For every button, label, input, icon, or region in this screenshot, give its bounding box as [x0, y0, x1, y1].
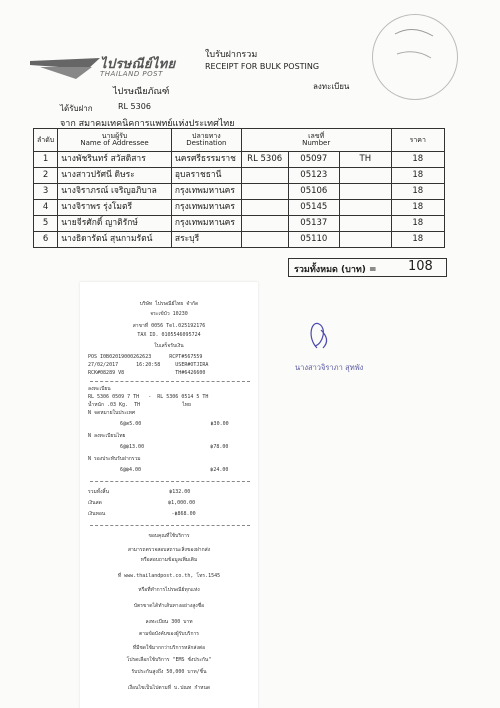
- destination: กรุงเทพมหานคร: [171, 200, 241, 216]
- logo-text-english: THAILAND POST: [100, 70, 163, 78]
- addressee-name: นางจิราภรณ์ เจริญอภิบาล: [58, 184, 172, 200]
- signature-name: นางสาวจิราภา สุทพัง: [295, 363, 364, 372]
- addressee-name: นางธิดารัตน์ สุนกามรัตน์: [58, 232, 172, 248]
- total-value: 108: [408, 259, 433, 274]
- logo-text-thai: ไปรษณีย์ไทย: [100, 57, 176, 72]
- title-thai: ใบรับฝากรวม: [205, 50, 258, 60]
- table-header: [34, 129, 445, 152]
- from-line: จาก สมาคมเทคนิคการแพทย์แห่งประเทศไทย: [60, 119, 235, 129]
- postmark-ink: [393, 24, 437, 80]
- destination: กรุงเทพมหานคร: [171, 216, 241, 232]
- received-label: ได้รับฝาก: [60, 104, 93, 113]
- table-row: 6 นางธิดารัตน์ สุนกามรัตน์ สระบุรี 05110 18: [34, 232, 445, 248]
- table-row: 4 นางจิราพร รุ่งโมตรี กรุงเทพมหานคร 05145 18: [34, 200, 445, 216]
- header-price: ราคา: [391, 129, 444, 152]
- destination: กรุงเทพมหานคร: [171, 184, 241, 200]
- table-row: 5 นายจีรศักดิ์ ญาติรักษ์ กรุงเทพมหานคร 05137 18: [34, 216, 445, 232]
- destination: สระบุรี: [171, 232, 241, 248]
- addressee-name: นายจีรศักดิ์ ญาติรักษ์: [58, 216, 172, 232]
- header-destination: ปลายทาง Destination: [171, 129, 241, 152]
- addressee-name: นางพัชรินทร์ สวัสดิสาร: [58, 152, 172, 168]
- bulk-posting-table: [33, 128, 445, 248]
- title-english: RECEIPT FOR BULK POSTING: [205, 62, 320, 71]
- header-number: เลขที่ Number: [241, 129, 391, 152]
- addressee-name: นางสาวปรัศนี ดิษระ: [58, 168, 172, 184]
- signature-mark: [293, 318, 343, 354]
- table-row: 3 นางจิราภรณ์ เจริญอภิบาล กรุงเทพมหานคร 05106 18: [34, 184, 445, 200]
- total-label: รวมทั้งหมด (บาท) =: [294, 265, 377, 275]
- registered-label: ลงทะเบียน: [313, 82, 350, 91]
- header-no: ลำดับ: [34, 129, 58, 152]
- organization: ไปรษณียภัณฑ์: [113, 87, 170, 97]
- table-row: 1 นางพัชรินทร์ สวัสดิสาร นครศรีธรรมราช RL 5306 05097 TH 18: [34, 152, 445, 168]
- table-row: 2 นางสาวปรัศนี ดิษระ อุบลราชธานี 05123 18: [34, 168, 445, 184]
- received-value: RL 5306: [118, 102, 151, 111]
- addressee-name: นางจิราพร รุ่งโมตรี: [58, 200, 172, 216]
- destination: นครศรีธรรมราช: [171, 152, 241, 168]
- destination: อุบลราชธานี: [171, 168, 241, 184]
- cash-receipt: บริษัท ไปรษณีย์ไทย จำกัด จระเข้บัว 10230 สาขาที่ 0056 Tel.025192176 TAX ID. 0105546095724 ใบเสร็จรับเงิน POS I0B02019000262623 RCPT#567559 27/02/2017 16:20:58 USER#OTJIRA RCK#08289 V8 TH#6426600 ลงทะเบียน RL 5306 0509 7 TH - RL 5306 0514 5 TH น้ำหนัก .03 Kg. TH ไทย N จดหมายในประเทศ 6@ต5.00 ฿30.00 N ลงทะเบียนไทย 6@฿13.00 ฿78.00 N รองประทับรับฝากรวม 6@฿4.00 ฿24.00 รวมทั้งสิ้น ฿132.00 เงินสด ฿1,000.00 เงินทอน -฿868.00 ขอบคุณที่ใช้บริการ สามารถตรวจสอบสถานะสิ่งของฝากส่ง หรือสอบถามข้อมูลเพิ่มเติม ที่ www.thailandpost.co.th, โทร.1545 หรือที่ทำการไปรษณีย์ทุกแห่ง บัตรขาดได้ทำเส้นทางอย่างสูงชื่อ ลงทะเบียน 300 บาท ตามข้อบังคับของผู้รับบริการ ที่มีชดใช้มากกว่าบริการหลักส่งต่อ โปรดเลือกใช้บริการ "EMS ชั่งประกัน" รับประกันสูงถึง 50,000 บาท/ชิ้น เงื่อนไขเป็นไปตามที่ บ.ปณท กำหนด: [80, 282, 258, 708]
- header-name: นามผู้รับ Name of Addressee: [58, 129, 172, 152]
